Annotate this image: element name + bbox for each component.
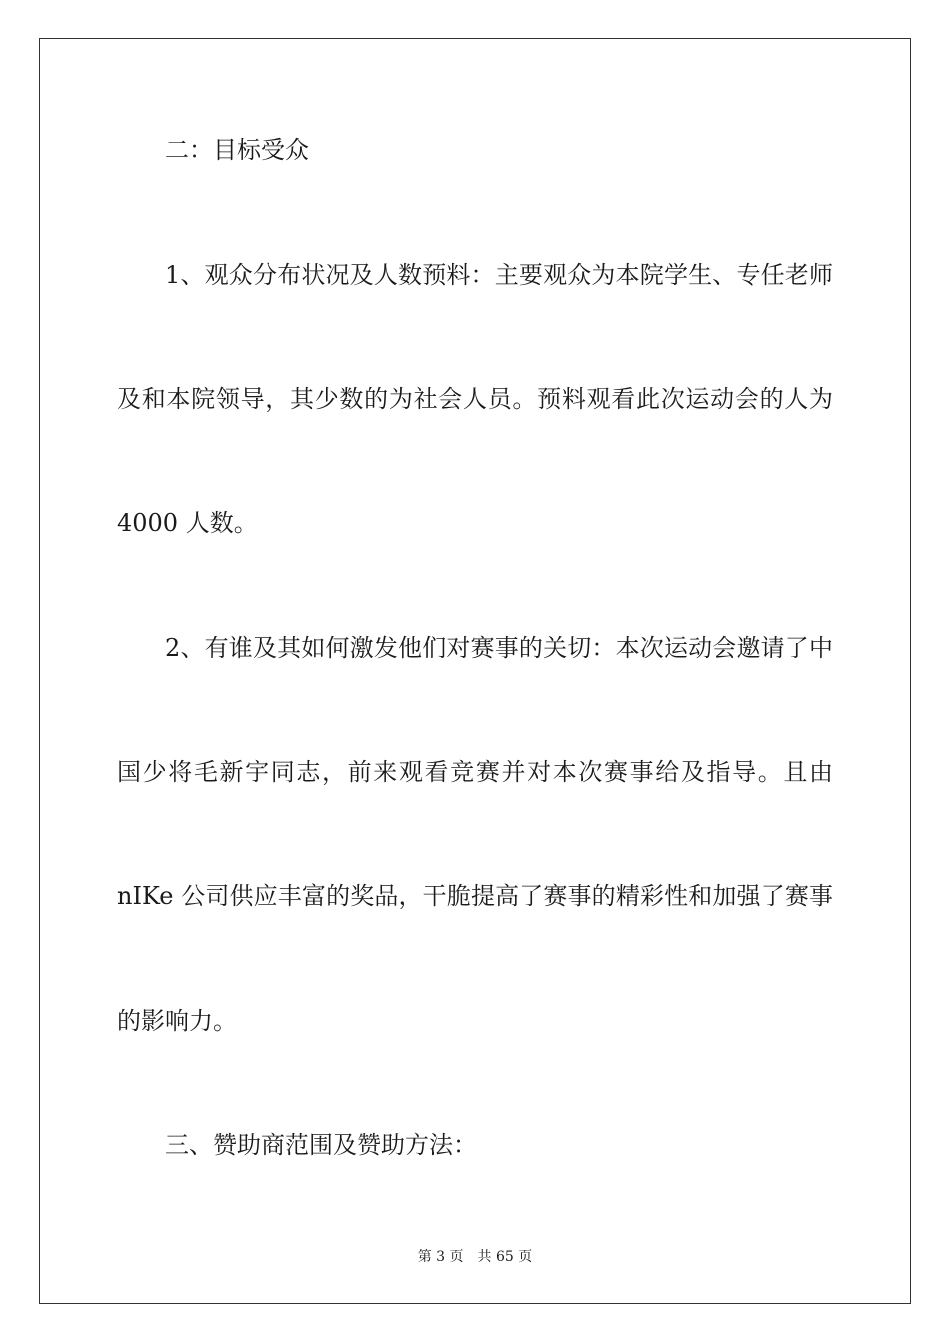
paragraph-line: 及和本院领导，其少数的为社会人员。预料观看此次运动会的人为 [117,385,833,413]
paragraph-line: 4000 人数。 [117,509,258,537]
section-heading-target-audience: 二：目标受众 [165,136,309,164]
page-number: 第 3 页 [417,1249,464,1265]
page-footer [0,1248,950,1266]
paragraph-line: 国少将毛新宇同志，前来观看竞赛并对本次赛事给及指导。且由 [117,758,833,786]
paragraph-line: 的影响力。 [117,1007,237,1035]
page-total: 共 65 页 [477,1249,533,1265]
page-border [39,38,911,1304]
section-heading-sponsors: 三、赞助商范围及赞助方法： [165,1131,477,1159]
paragraph-line: 2、有谁及其如何激发他们对赛事的关切：本次运动会邀请了中 [165,634,833,662]
paragraph-line: 1、观众分布状况及人数预料：主要观众为本院学生、专任老师 [165,261,833,289]
paragraph-line: nIKe 公司供应丰富的奖品，干脆提高了赛事的精彩性和加强了赛事 [117,882,833,910]
